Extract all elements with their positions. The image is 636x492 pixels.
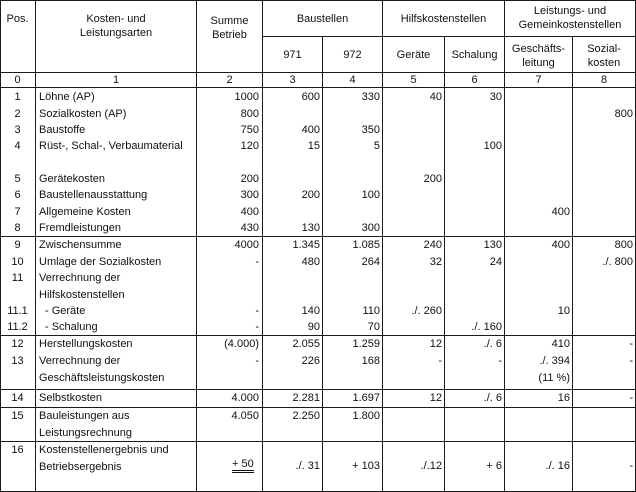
cell-summe	[232, 457, 254, 471]
cell-972: 300	[361, 222, 380, 234]
column-number: 7	[535, 74, 542, 86]
row-label: Fremdleistungen	[39, 222, 121, 234]
cell-971: 600	[301, 91, 320, 103]
cell-geraete: 12	[429, 338, 442, 350]
cell-geschaeftsleitung: 16	[557, 392, 570, 404]
column-number: 3	[289, 74, 296, 86]
cell-geraete: ./. 260	[411, 305, 442, 317]
cell-geraete: 40	[429, 91, 442, 103]
cell-geschaeftsleitung: 410	[551, 338, 570, 350]
cell-summe: (4.000)	[224, 338, 259, 350]
row-pos: 16	[11, 444, 24, 456]
cell-summe: -	[255, 305, 259, 317]
cell-sozialkosten: -	[629, 338, 633, 350]
cell-972: 5	[373, 140, 380, 152]
header-pos: Pos.	[6, 13, 29, 25]
cell-schalung: ./. 6	[483, 338, 502, 350]
row-pos: 3	[14, 124, 21, 136]
cell-geraete: 200	[423, 173, 442, 185]
cell-971: 140	[301, 305, 320, 317]
row-pos: 4	[14, 140, 21, 152]
row-pos: 6	[14, 189, 21, 201]
row-label: Baustoffe	[39, 124, 86, 136]
cell-971: 2.250	[292, 410, 320, 422]
row-label: - Schalung	[45, 321, 98, 333]
cell-schalung: ./. 6	[483, 392, 502, 404]
cell-schalung: + 6	[486, 460, 502, 472]
cell-summe: 120	[240, 140, 259, 152]
row-pos: 13	[11, 355, 24, 367]
row-pos: 14	[11, 392, 24, 404]
cell-971: 400	[301, 124, 320, 136]
cell-972: 100	[361, 189, 380, 201]
cell-summe-value: + 50	[232, 458, 254, 473]
row-label: Bauleistungen aus	[39, 410, 130, 422]
cell-972: + 103	[352, 460, 380, 472]
header-kosten-line2: Leistungsarten	[79, 27, 153, 39]
row-label: Zwischensumme	[39, 239, 122, 251]
header-leistungs-line2: Gemeinkostenstellen	[518, 19, 622, 31]
cell-971: 200	[301, 189, 320, 201]
cell-geraete: ./.12	[420, 460, 442, 472]
cell-summe: -	[255, 355, 259, 367]
row-pos: 1	[14, 91, 21, 103]
cell-summe: 1000	[234, 91, 259, 103]
row-pos: 12	[11, 338, 24, 350]
column-number: 1	[112, 74, 120, 86]
cell-sozialkosten: 800	[614, 239, 633, 251]
cell-972: 330	[361, 91, 380, 103]
cell-972: 70	[367, 321, 380, 333]
row-label: Löhne (AP)	[39, 91, 95, 103]
row-label: Kostenstellenergebnis und	[39, 444, 169, 456]
row-pos: 9	[14, 239, 21, 251]
header-geraete: Geräte	[396, 49, 431, 61]
row-label: Gerätekosten	[39, 173, 106, 185]
cell-sozialkosten: -	[629, 392, 633, 404]
column-number: 8	[600, 74, 608, 86]
cell-971: 480	[301, 256, 320, 268]
cell-geschaeftsleitung-percent: (11 %)	[538, 372, 570, 384]
cell-geschaeftsleitung: 400	[551, 239, 570, 251]
header-kosten-line1: Kosten- und	[86, 13, 146, 25]
cell-sozialkosten: ./. 800	[602, 256, 633, 268]
column-number: 5	[410, 74, 417, 86]
row-label: Allgemeine Kosten	[39, 206, 131, 218]
cell-971: 2.055	[292, 338, 320, 350]
cell-summe: 800	[240, 108, 259, 120]
cell-971: 130	[301, 222, 320, 234]
cell-972: 1.259	[352, 338, 380, 350]
row-label: Herstellungskosten	[39, 338, 133, 350]
cell-schalung: -	[498, 355, 502, 367]
cell-schalung: 130	[483, 239, 502, 251]
header-geschaeftsleitung-line1: Geschäfts-	[511, 43, 566, 55]
header-sozialkosten-line2: kosten	[587, 57, 621, 69]
row-label-line2: Hilfskostenstellen	[39, 289, 125, 301]
cell-geraete: 240	[423, 239, 442, 251]
cell-972: 1.800	[352, 410, 380, 422]
cell-geschaeftsleitung: ./. 394	[539, 355, 570, 367]
row-pos: 11	[11, 272, 24, 284]
header-leistungs-line1: Leistungs- und	[533, 5, 607, 17]
row-pos: 15	[11, 410, 24, 422]
cell-972: 168	[361, 355, 380, 367]
row-label: - Geräte	[45, 305, 86, 317]
cell-geschaeftsleitung: 400	[551, 206, 570, 218]
row-pos: 7	[14, 206, 21, 218]
row-label: Rüst-, Schal-, Verbaumaterial	[39, 140, 183, 152]
row-pos: 11.1	[7, 305, 28, 317]
cell-972: 350	[361, 124, 380, 136]
row-pos: 10	[11, 256, 24, 268]
cell-sozialkosten: -	[629, 355, 633, 367]
cell-summe: 4.000	[231, 392, 259, 404]
cell-summe: 4.050	[231, 410, 259, 422]
cell-summe: 750	[240, 124, 259, 136]
row-label: Baustellenausstattung	[39, 189, 148, 201]
cell-geschaeftsleitung: ./. 16	[545, 460, 570, 472]
cell-971: 90	[307, 321, 320, 333]
cell-schalung: 24	[489, 256, 502, 268]
row-label: Verrechnung der	[39, 272, 121, 284]
row-label-line2: Leistungsrechnung	[39, 427, 132, 439]
cell-geraete: 32	[429, 256, 442, 268]
cell-sozialkosten: -	[629, 460, 633, 472]
cell-972: 110	[362, 305, 380, 317]
cell-schalung: 100	[483, 140, 502, 152]
header-972: 972	[343, 49, 362, 61]
header-summe-line1: Summe	[210, 15, 249, 27]
cell-summe: 300	[240, 189, 259, 201]
header-sozialkosten-line1: Sozial-	[587, 43, 621, 55]
row-pos: 2	[14, 108, 21, 120]
cell-971: 1.345	[292, 239, 320, 251]
cell-geraete: -	[438, 355, 442, 367]
row-label-line2: Betriebsergebnis	[39, 461, 122, 473]
row-label: Verrechnung der	[39, 355, 121, 367]
row-pos: 8	[14, 222, 21, 234]
header-971: 971	[283, 49, 302, 61]
cell-schalung: ./. 160	[471, 321, 502, 333]
cell-summe: 4000	[234, 239, 259, 251]
column-number: 6	[471, 74, 478, 86]
header-baustellen: Baustellen	[296, 13, 349, 25]
cell-971: ./. 31	[295, 460, 320, 472]
row-label: Selbstkosten	[39, 392, 102, 404]
cell-972: 264	[361, 256, 380, 268]
cell-971: 226	[301, 355, 320, 367]
cell-geraete: 12	[429, 392, 442, 404]
cell-geschaeftsleitung: 10	[557, 305, 570, 317]
cell-972: 1.697	[352, 392, 380, 404]
cell-971: 2.281	[292, 392, 320, 404]
header-hilfskostenstellen: Hilfskostenstellen	[400, 13, 487, 25]
header-schalung: Schalung	[451, 49, 498, 61]
cell-summe: -	[255, 321, 259, 333]
cell-summe: 200	[240, 173, 259, 185]
cell-summe: 400	[240, 206, 259, 218]
cell-972: 1.085	[352, 239, 380, 251]
cell-summe: -	[255, 256, 259, 268]
column-number: 2	[226, 74, 233, 86]
cell-sozialkosten: 800	[614, 108, 633, 120]
column-number: 0	[14, 74, 21, 86]
column-number: 4	[349, 74, 356, 86]
row-label-line2: Geschäftsleistungskosten	[39, 372, 165, 384]
row-pos: 11.2	[7, 321, 28, 333]
cell-971: 15	[307, 140, 320, 152]
cell-schalung: 30	[489, 91, 502, 103]
header-geschaeftsleitung-line2: leitung	[522, 57, 555, 69]
cell-summe: 430	[240, 222, 259, 234]
header-summe-line2: Betrieb	[212, 29, 247, 41]
row-label: Sozialkosten (AP)	[39, 108, 127, 120]
row-pos: 5	[14, 173, 21, 185]
row-label: Umlage der Sozialkosten	[39, 256, 162, 268]
